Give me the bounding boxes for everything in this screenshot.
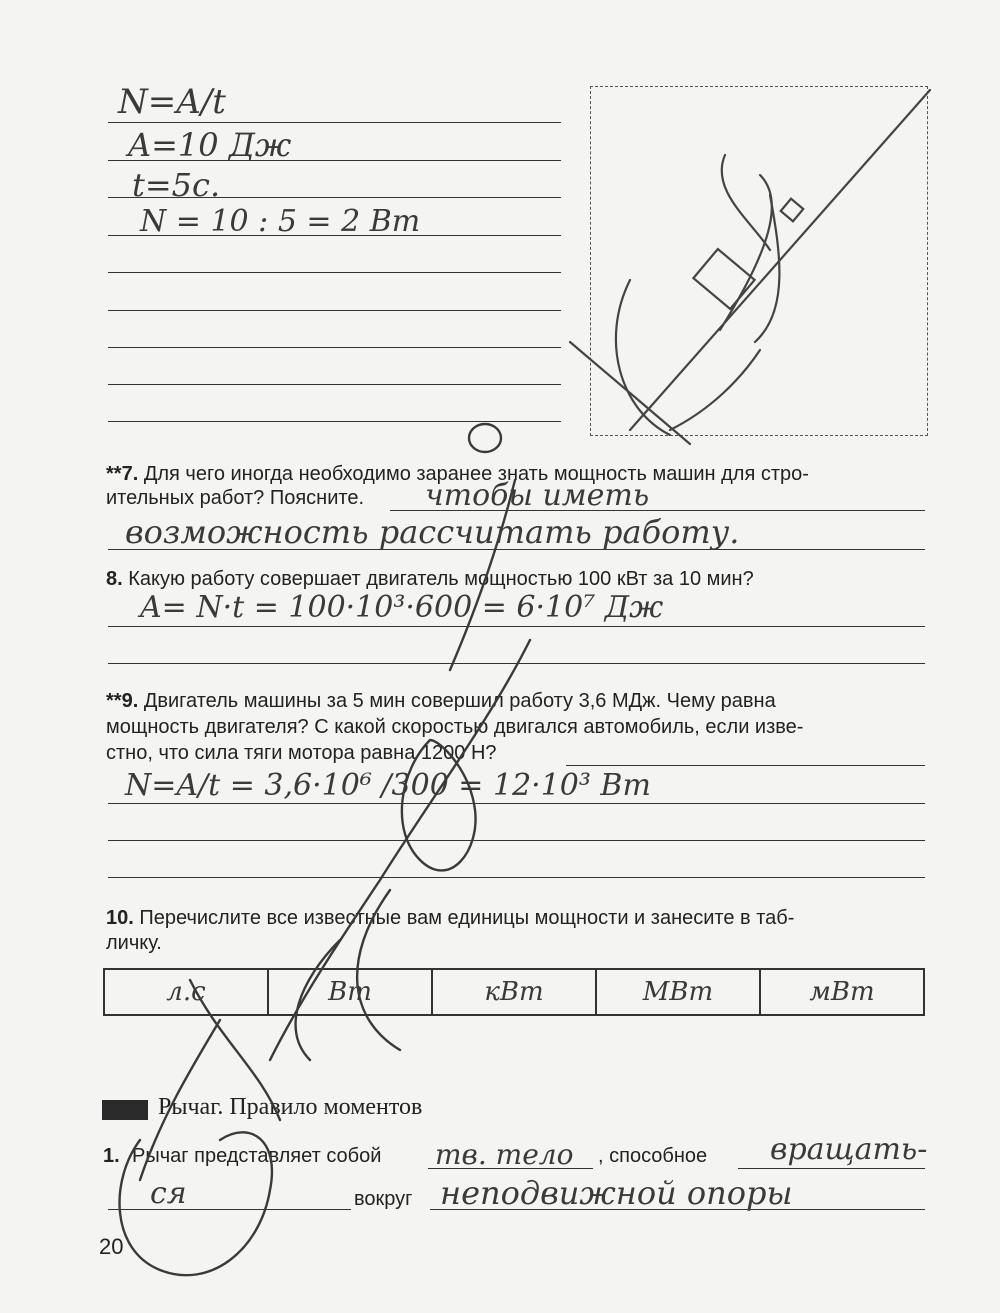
lever-1-text-1: Рычаг представляет собой: [132, 1145, 382, 1167]
writing-line: [108, 197, 561, 198]
task-9-text-1: Двигатель машины за 5 мин совершил работу 3,6 МДж. Чему равна: [143, 690, 776, 712]
task-9-line-2: мощность двигателя? С какой скоростью двигался автомобиль, если изве-: [106, 716, 804, 738]
lever-1-text-3: вокруг: [354, 1188, 413, 1210]
unit-cell: Вт: [268, 969, 432, 1015]
task-7-text-1: Для чего иногда необходимо заранее знать мощность машин для стро-: [143, 463, 809, 485]
answer-line: [738, 1168, 925, 1169]
task-7-line-2: ительных работ? Поясните.: [106, 487, 365, 509]
solution-line-3: t=5с.: [132, 166, 221, 204]
inclined-plane-sketch: [560, 80, 950, 460]
lever-1-number: 1.: [103, 1145, 120, 1167]
writing-line: [108, 122, 561, 123]
writing-line: [108, 235, 561, 236]
task-10-line-2: личку.: [106, 932, 162, 954]
solution-line-1: N=A/t: [118, 82, 226, 122]
task-10-number: 10.: [106, 907, 134, 929]
task-9-line-3: стно, что сила тяги мотора равна 1200 Н?: [106, 742, 497, 764]
lever-1-answer-4: неподвижной опоры: [440, 1174, 793, 1212]
task-7-number: **7.: [106, 463, 139, 485]
writing-line: [108, 272, 561, 273]
pencil-scribble: [100, 420, 700, 1300]
unit-cell: л.с: [104, 969, 268, 1015]
task-7-answer-2: возможность рассчитать работу.: [125, 513, 740, 551]
lever-1-answer-2: вращать-: [770, 1132, 928, 1167]
task-8-text: Какую работу совершает двигатель мощностью 100 кВт за 10 мин?: [128, 568, 754, 590]
task-8-answer: A= N·t = 100·10³·600 = 6·10⁷ Дж: [140, 590, 664, 625]
writing-line: [108, 160, 561, 161]
task-8-number: 8.: [106, 568, 123, 590]
task-9-answer: N=A/t = 3,6·10⁶ /300 = 12·10³ Вт: [125, 768, 651, 803]
lever-1-answer-3: ся: [150, 1176, 187, 1211]
task-9-number: **9.: [106, 690, 139, 712]
writing-line: [108, 384, 561, 385]
unit-cell: мВт: [760, 969, 924, 1015]
page-number: 20: [99, 1234, 124, 1259]
task-7-answer-1: чтобы иметь: [425, 478, 650, 513]
lever-1-answer-1: тв. тело: [435, 1138, 574, 1171]
solution-line-2: A=10 Дж: [128, 126, 292, 164]
unit-cell: МВт: [596, 969, 760, 1015]
solution-line-4: N = 10 : 5 = 2 Вт: [140, 204, 421, 239]
task-10-text-1: Перечислите все известные вам единицы мощности и занесите в таб-: [139, 907, 795, 929]
lever-1-text-2: , способное: [598, 1145, 708, 1167]
writing-line: [108, 310, 561, 311]
section-title: Рычаг. Правило моментов: [158, 1094, 423, 1120]
unit-cell: кВт: [432, 969, 596, 1015]
writing-line: [108, 347, 561, 348]
